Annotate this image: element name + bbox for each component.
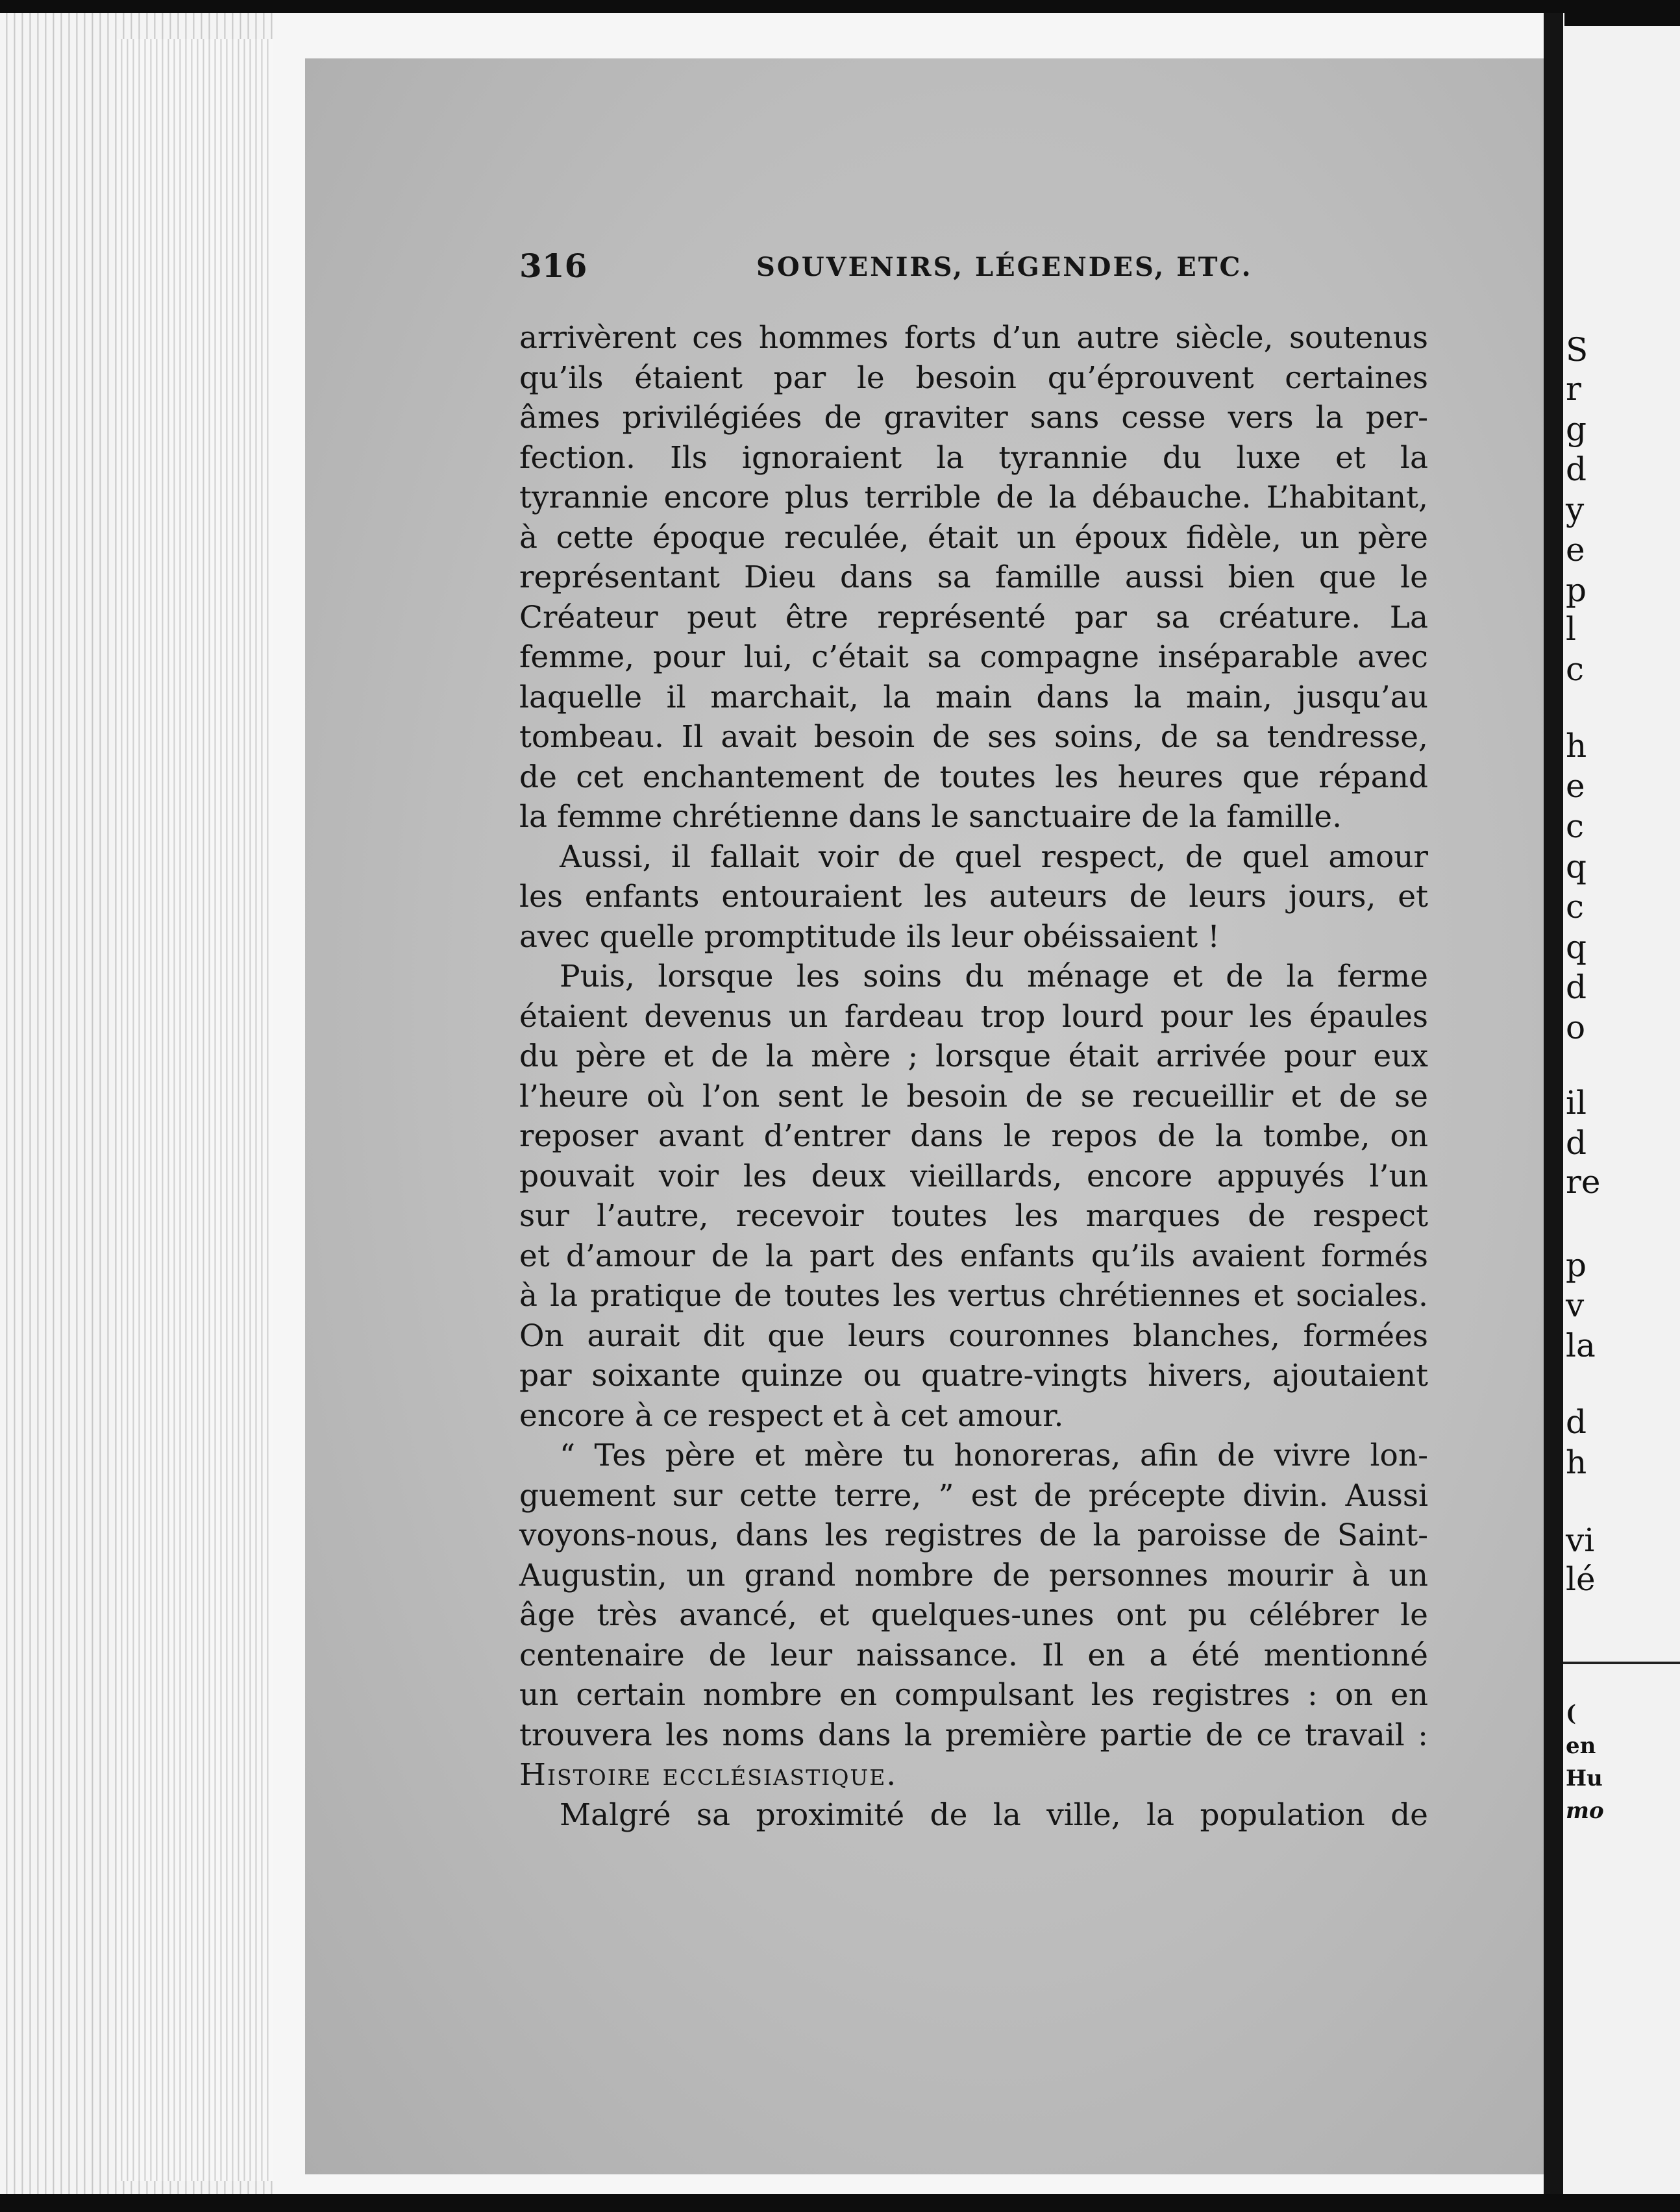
text-line: représentant Dieu dans sa famille aussi bien que le (519, 559, 1428, 595)
footnote-rule (1563, 1662, 1680, 1664)
page-edges (0, 13, 312, 2194)
text-line: par soixante quinze ou quatre-vingts hivers, ajoutaient (519, 1358, 1428, 1394)
facing-page-fragment: e (1566, 531, 1585, 569)
text-line: à la pratique de toutes les vertus chrétiennes et sociales. (519, 1278, 1428, 1314)
facing-page (1563, 26, 1680, 2194)
text-line: âmes privilégiées de graviter sans cesse vers la per- (519, 400, 1428, 436)
running-title: SOUVENIRS, LÉGENDES, ETC. (756, 252, 1253, 282)
facing-page-fragment: v (1566, 1286, 1585, 1324)
facing-page-fragment: e (1566, 767, 1585, 805)
text-line: guement sur cette terre, ” est de précepte divin. Aussi (519, 1477, 1428, 1514)
text-line: à cette époque reculée, était un époux fidèle, un père (519, 519, 1428, 556)
text-line: laquelle il marchait, la main dans la main, jusqu’au (519, 679, 1428, 715)
text-line: et d’amour de la part des enfants qu’ils avaient formés (519, 1238, 1428, 1274)
facing-page-fragment: d (1566, 968, 1587, 1006)
facing-page-fragment: re (1566, 1163, 1601, 1201)
page-number: 316 (519, 247, 587, 285)
text-line: qu’ils étaient par le besoin qu’éprouvent certaines (519, 360, 1428, 396)
facing-page-fragment: il (1566, 1084, 1587, 1122)
facing-page-fragment: p (1566, 571, 1587, 609)
facing-page-fragment: o (1566, 1009, 1586, 1046)
facing-page-fragment: Hu (1566, 1765, 1603, 1791)
facing-page-fragment: d (1566, 1124, 1587, 1162)
facing-page-fragment: q (1566, 848, 1587, 885)
text-line: l’heure où l’on sent le besoin de se recueillir et de se (519, 1078, 1428, 1114)
facing-page-fragment: h (1566, 727, 1587, 765)
text-line: sur l’autre, recevoir toutes les marques de respect (519, 1198, 1428, 1234)
book-page (305, 58, 1551, 2174)
facing-page-fragment: y (1566, 491, 1585, 528)
text-line: voyons-nous, dans les registres de la paroisse de Saint- (519, 1518, 1428, 1553)
text-line: avec quelle promptitude ils leur obéissaient ! (519, 918, 1220, 955)
text-line: les enfants entouraient les auteurs de leurs jours, et (519, 879, 1428, 915)
text-line: “ Tes père et mère tu honoreras, afin de vivre lon- (560, 1438, 1428, 1473)
text-line: âge très avancé, et quelques-unes ont pu célébrer le (519, 1597, 1428, 1633)
facing-page-fragment: S (1566, 331, 1588, 369)
facing-page-fragment: en (1566, 1733, 1596, 1759)
text-line: Malgré sa proximité de la ville, la population de (560, 1797, 1428, 1833)
text-line: Puis, lorsque les soins du ménage et de la ferme (560, 959, 1428, 994)
facing-page-fragment: r (1566, 370, 1581, 408)
text-line: arrivèrent ces hommes forts d’un autre siècle, soutenus (519, 320, 1428, 356)
facing-page-fragment: c (1566, 888, 1585, 926)
text-line: du père et de la mère ; lorsque était arrivée pour eux (519, 1038, 1428, 1074)
text-line: tombeau. Il avait besoin de ses soins, de sa tendresse, (519, 719, 1428, 755)
facing-page-fragment: la (1566, 1327, 1596, 1364)
facing-page-fragment: q (1566, 928, 1587, 966)
text-line: un certain nombre en compulsant les registres : on en (519, 1677, 1428, 1713)
text-line: étaient devenus un fardeau trop lourd pour les épaules (519, 998, 1428, 1035)
body-text (519, 318, 1428, 1835)
text-line: Créateur peut être représenté par sa créature. La (519, 599, 1428, 635)
text-line: de cet enchantement de toutes les heures que répand (519, 759, 1428, 795)
text-line: femme, pour lui, c’était sa compagne inséparable avec (519, 639, 1428, 675)
text-line: On aurait dit que leurs couronnes blanches, formées (519, 1318, 1428, 1354)
facing-page-fragment: mo (1566, 1798, 1604, 1824)
facing-page-fragment: d (1566, 450, 1587, 488)
text-line: Aussi, il fallait voir de quel respect, de quel amour (560, 839, 1428, 875)
text-line: la femme chrétienne dans le sanctuaire de la famille. (519, 799, 1342, 835)
text-line: reposer avant d’entrer dans le repos de la tombe, on (519, 1118, 1428, 1154)
facing-page-fragment: d (1566, 1403, 1587, 1441)
facing-page-fragment: h (1566, 1444, 1587, 1481)
facing-page-fragment: g (1566, 410, 1587, 448)
text-line: encore à ce respect et à cet amour. (519, 1397, 1064, 1434)
text-line: Augustin, un grand nombre de personnes mourir à un (519, 1557, 1428, 1593)
text-line: centenaire de leur naissance. Il en a été mentionné (519, 1637, 1428, 1673)
text-line: trouvera les noms dans la première partie de ce travail : (519, 1717, 1428, 1753)
facing-page-fragment: ( (1566, 1701, 1577, 1727)
text-line: Histoire ecclésiastique. (519, 1757, 898, 1793)
facing-page-fragment: vi (1566, 1521, 1595, 1559)
facing-page-fragment: c (1566, 650, 1585, 688)
page-header (519, 247, 1428, 299)
facing-page-fragment: p (1566, 1246, 1587, 1284)
text-line: pouvait voir les deux vieillards, encore appuyés l’un (519, 1158, 1428, 1194)
book-gutter (1544, 13, 1563, 2194)
facing-page-fragment: l (1566, 610, 1576, 648)
text-line: fection. Ils ignoraient la tyrannie du luxe et la (519, 439, 1428, 476)
text-line: tyrannie encore plus terrible de la débauche. L’habitant, (519, 480, 1428, 515)
facing-page-fragment: lé (1566, 1560, 1596, 1598)
facing-page-fragment: c (1566, 807, 1585, 845)
